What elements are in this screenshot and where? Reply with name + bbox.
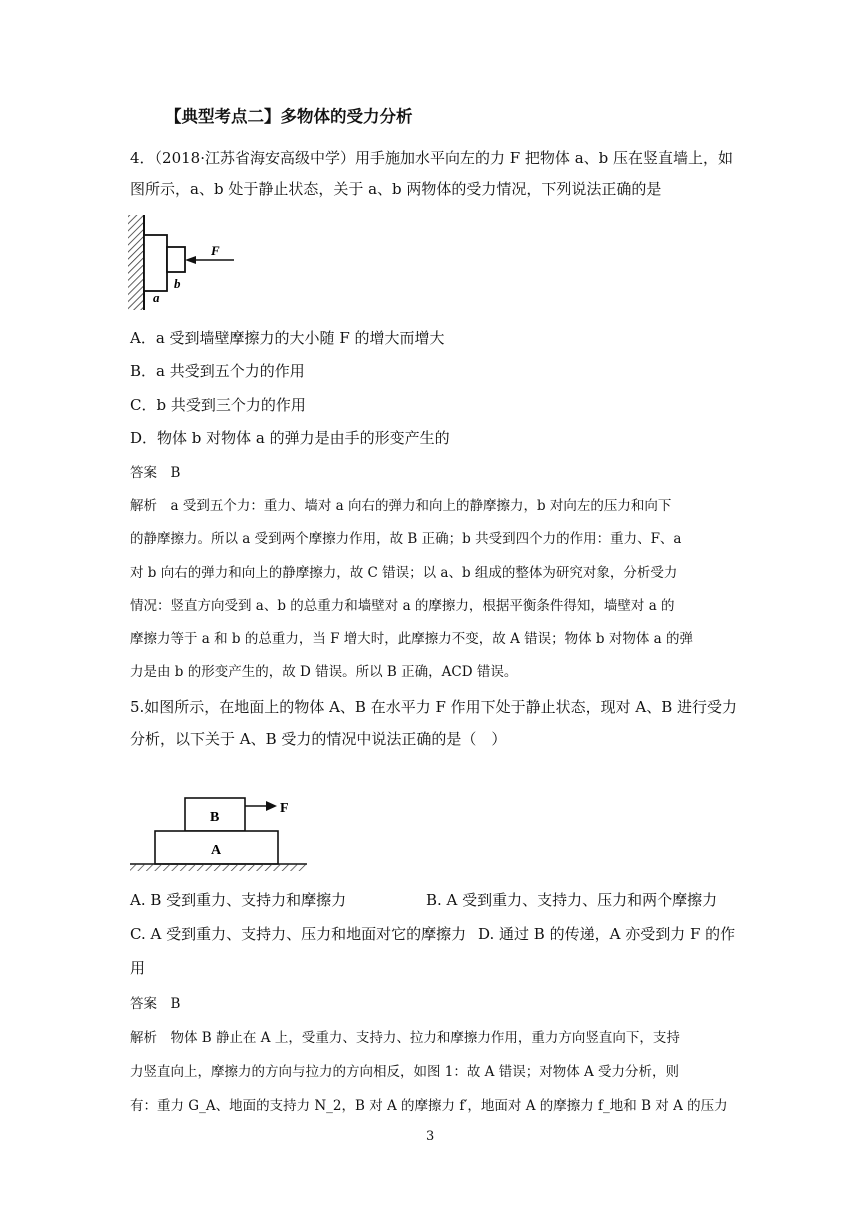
q4-analysis-line-5: 摩擦力等于 a 和 b 的总重力，当 F 增大时，此摩擦力不变，故 A 错误；物体 b 对物体 a 的弹 xyxy=(130,631,693,647)
label-A: A xyxy=(211,843,222,858)
q5-analysis-line-2: 力竖直向上，摩擦力的方向与拉力的方向相反，如图 1：故 A 错误；对物体 A 受力分析，则 xyxy=(130,1064,680,1080)
label-b: b xyxy=(174,276,181,291)
q4-stem-line-2: 图所示，a、b 处于静止状态，关于 a、b 两物体的受力情况，下列说法正确的是 xyxy=(130,180,662,198)
q4-option-a: A．a 受到墙壁摩擦力的大小随 F 的增大而增大 xyxy=(130,329,445,347)
q5-stem-line-2: 分析，以下关于 A、B 受力的情况中说法正确的是（ ） xyxy=(130,730,507,748)
q4-analysis-line-6: 力是由 b 的形变产生的，故 D 错误。所以 B 正确，ACD 错误。 xyxy=(130,664,518,680)
force-label-f: F xyxy=(211,243,220,258)
q5-option-d: D. 通过 B 的传递，A 亦受到力 F 的作 xyxy=(478,925,736,943)
section-heading: 【典型考点二】多物体的受力分析 xyxy=(165,107,413,126)
label-a: a xyxy=(153,290,160,305)
block-a xyxy=(144,235,167,291)
q4-analysis-line-3: 对 b 向右的弹力和向上的静摩擦力，故 C 错误；以 a、b 组成的整体为研究对象，分析受力 xyxy=(130,565,678,581)
q5-analysis-line-3: 有：重力 G_A、地面的支持力 N_2，B 对 A 的摩擦力 f′，地面对 A 的摩擦力 f_地和 B 对 A 的压力 xyxy=(130,1098,728,1114)
q5-stem-line-1: 5.如图所示，在地面上的物体 A、B 在水平力 F 作用下处于静止状态，现对 A、B 进行受力 xyxy=(130,698,738,716)
q4-analysis-line-2: 的静摩擦力。所以 a 受到两个摩擦力作用，故 B 正确；b 共受到四个力的作用：重力、F、a xyxy=(130,531,682,547)
q5-analysis-line-1: 解析 物体 B 静止在 A 上，受重力、支持力、拉力和摩擦力作用，重力方向竖直向下，支持 xyxy=(130,1030,680,1046)
q4-analysis-line-1: 解析 a 受到五个力：重力、墙对 a 向右的弹力和向上的静摩擦力，b 对向左的压力和向下 xyxy=(130,498,672,514)
force-arrowhead xyxy=(185,256,196,264)
label-B: B xyxy=(210,810,220,825)
q5-option-c: C. A 受到重力、支持力、压力和地面对它的摩擦力 xyxy=(130,925,467,943)
q4-option-b: B．a 共受到五个力的作用 xyxy=(130,362,305,380)
force-arrowhead-q5 xyxy=(266,801,277,811)
q5-stacked-blocks-figure xyxy=(125,790,310,875)
wall-hatching xyxy=(128,215,144,310)
ground-hatching xyxy=(130,864,307,871)
q5-option-d-continued: 用 xyxy=(130,959,146,977)
q4-wall-blocks-figure xyxy=(120,210,250,315)
q5-option-b: B. A 受到重力、支持力、压力和两个摩擦力 xyxy=(426,891,718,909)
q4-option-c: C．b 共受到三个力的作用 xyxy=(130,396,306,414)
q4-analysis-line-4: 情况：竖直方向受到 a、b 的总重力和墙壁对 a 的摩擦力，根据平衡条件得知，墙壁对 a 的 xyxy=(130,598,675,614)
q5-option-a: A. B 受到重力、支持力和摩擦力 xyxy=(130,891,347,909)
block-b xyxy=(167,247,185,272)
page-number: 3 xyxy=(426,1129,435,1144)
force-label-q5: F xyxy=(280,801,289,816)
q4-answer: 答案 B xyxy=(130,465,181,481)
q5-answer: 答案 B xyxy=(130,996,181,1012)
q4-stem-line-1: 4．（2018·江苏省海安高级中学）用手施加水平向左的力 F 把物体 a、b 压在竖直墙上，如 xyxy=(130,149,734,167)
q4-option-d: D．物体 b 对物体 a 的弹力是由手的形变产生的 xyxy=(130,429,450,447)
